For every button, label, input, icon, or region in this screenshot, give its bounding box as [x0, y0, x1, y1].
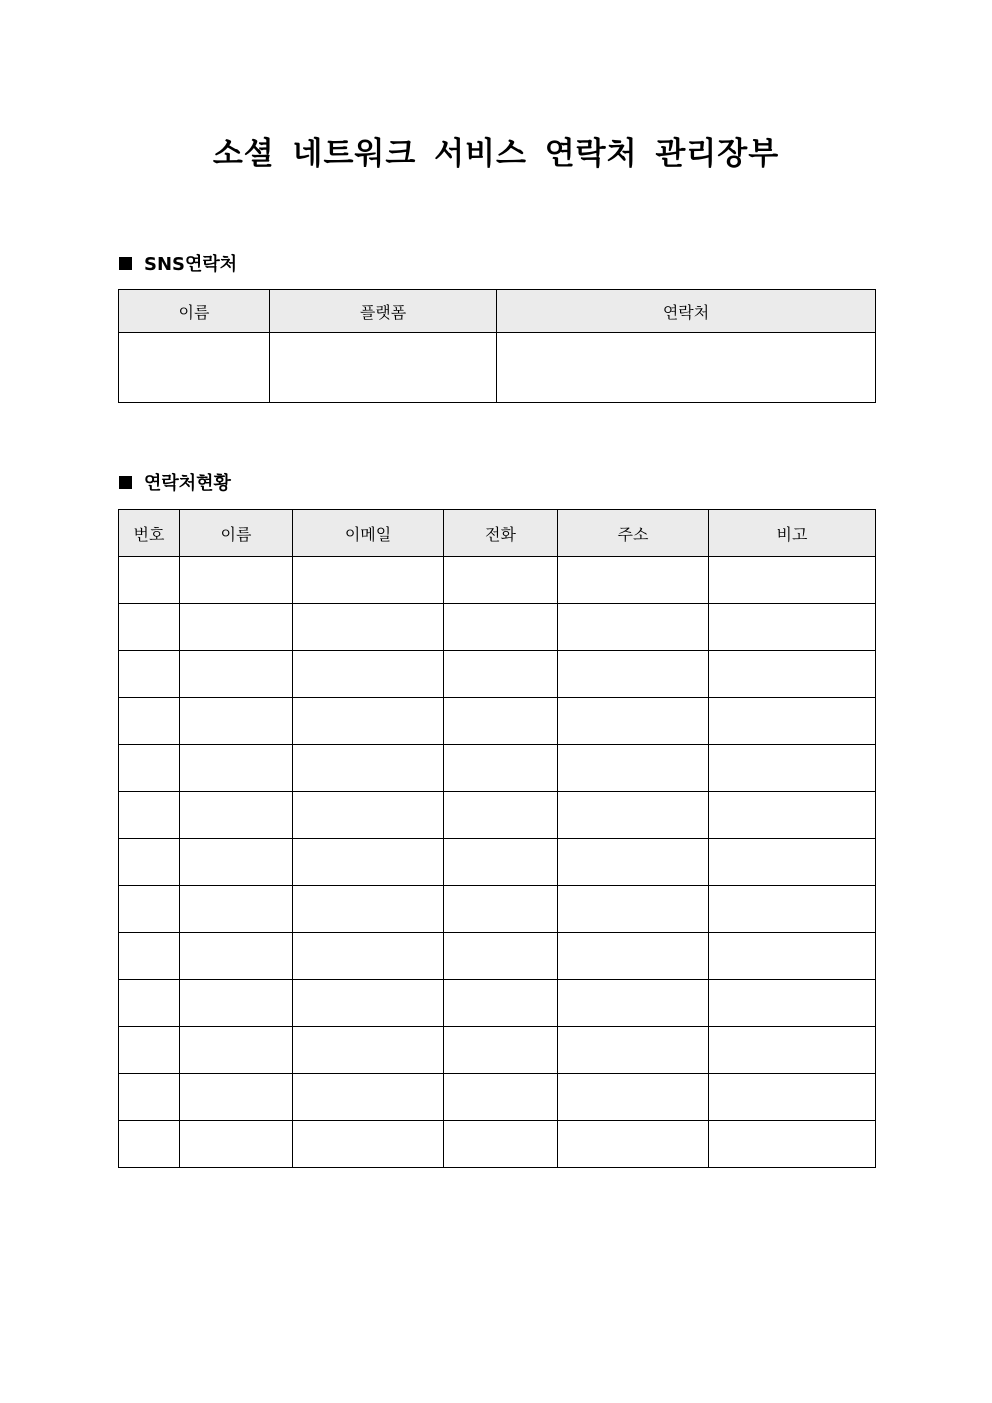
table-row — [119, 886, 876, 933]
status-cell-number[interactable] — [119, 651, 180, 698]
status-section-heading — [119, 471, 231, 497]
status-cell-number[interactable] — [119, 886, 180, 933]
status-col-name: 이름 — [180, 510, 293, 557]
status-cell-phone[interactable] — [444, 1074, 558, 1121]
status-cell-note[interactable] — [709, 745, 876, 792]
status-col-email: 이메일 — [293, 510, 444, 557]
status-cell-address[interactable] — [558, 839, 709, 886]
sns-table-header-row — [119, 290, 876, 333]
status-cell-address[interactable] — [558, 886, 709, 933]
status-cell-note[interactable] — [709, 604, 876, 651]
status-cell-address[interactable] — [558, 745, 709, 792]
table-row — [119, 1121, 876, 1168]
status-cell-note[interactable] — [709, 886, 876, 933]
status-cell-name[interactable] — [180, 745, 293, 792]
status-cell-note[interactable] — [709, 980, 876, 1027]
sns-contact-table — [118, 289, 876, 403]
status-cell-note[interactable] — [709, 1121, 876, 1168]
table-row — [119, 1027, 876, 1074]
status-cell-email[interactable] — [293, 698, 444, 745]
document-title: 소셜 네트워크 서비스 연락처 관리장부 — [212, 136, 780, 172]
status-cell-name[interactable] — [180, 604, 293, 651]
table-row — [119, 745, 876, 792]
status-cell-email[interactable] — [293, 980, 444, 1027]
status-cell-note[interactable] — [709, 839, 876, 886]
status-cell-name[interactable] — [180, 839, 293, 886]
status-cell-address[interactable] — [558, 1027, 709, 1074]
table-row — [119, 792, 876, 839]
status-table-header-row — [119, 510, 876, 557]
status-cell-note[interactable] — [709, 698, 876, 745]
table-row — [119, 1074, 876, 1121]
status-cell-number[interactable] — [119, 839, 180, 886]
status-table-body — [119, 557, 876, 1168]
status-cell-phone[interactable] — [444, 745, 558, 792]
status-cell-address[interactable] — [558, 1121, 709, 1168]
status-cell-name[interactable] — [180, 557, 293, 604]
status-cell-address[interactable] — [558, 933, 709, 980]
status-cell-number[interactable] — [119, 933, 180, 980]
status-cell-email[interactable] — [293, 604, 444, 651]
status-cell-note[interactable] — [709, 651, 876, 698]
status-cell-number[interactable] — [119, 792, 180, 839]
table-row — [119, 839, 876, 886]
status-cell-email[interactable] — [293, 745, 444, 792]
table-row — [119, 980, 876, 1027]
status-cell-phone[interactable] — [444, 1027, 558, 1074]
status-cell-number[interactable] — [119, 1027, 180, 1074]
status-cell-address[interactable] — [558, 698, 709, 745]
square-bullet-icon — [119, 257, 132, 270]
status-cell-name[interactable] — [180, 1121, 293, 1168]
status-cell-name[interactable] — [180, 1027, 293, 1074]
status-cell-note[interactable] — [709, 1027, 876, 1074]
sns-table-row — [119, 333, 876, 403]
sns-col-platform: 플랫폼 — [270, 290, 497, 333]
status-cell-address[interactable] — [558, 651, 709, 698]
status-col-number: 번호 — [119, 510, 180, 557]
status-cell-phone[interactable] — [444, 698, 558, 745]
table-row — [119, 557, 876, 604]
status-cell-note[interactable] — [709, 557, 876, 604]
status-cell-number[interactable] — [119, 745, 180, 792]
status-cell-phone[interactable] — [444, 839, 558, 886]
status-cell-email[interactable] — [293, 1121, 444, 1168]
status-cell-name[interactable] — [180, 698, 293, 745]
status-cell-note[interactable] — [709, 933, 876, 980]
status-cell-note[interactable] — [709, 1074, 876, 1121]
status-cell-number[interactable] — [119, 604, 180, 651]
sns-col-name: 이름 — [119, 290, 270, 333]
status-section-heading-text: 연락처현황 — [144, 473, 231, 494]
status-cell-address[interactable] — [558, 1074, 709, 1121]
table-row — [119, 651, 876, 698]
table-row — [119, 698, 876, 745]
contact-status-table — [118, 509, 876, 1168]
square-bullet-icon — [119, 476, 132, 489]
status-cell-email[interactable] — [293, 1074, 444, 1121]
status-cell-phone[interactable] — [444, 980, 558, 1027]
status-cell-name[interactable] — [180, 886, 293, 933]
table-row — [119, 933, 876, 980]
table-row — [119, 604, 876, 651]
status-col-note: 비고 — [709, 510, 876, 557]
sns-cell-name[interactable] — [119, 333, 270, 403]
status-cell-name[interactable] — [180, 651, 293, 698]
status-col-phone: 전화 — [444, 510, 558, 557]
status-cell-address[interactable] — [558, 792, 709, 839]
status-cell-phone[interactable] — [444, 886, 558, 933]
status-cell-email[interactable] — [293, 1027, 444, 1074]
status-cell-phone[interactable] — [444, 651, 558, 698]
status-cell-name[interactable] — [180, 792, 293, 839]
sns-section-heading — [119, 252, 237, 278]
status-cell-number[interactable] — [119, 1121, 180, 1168]
status-cell-email[interactable] — [293, 792, 444, 839]
sns-col-contact: 연락처 — [497, 290, 876, 333]
status-cell-email[interactable] — [293, 886, 444, 933]
sns-cell-platform[interactable] — [270, 333, 497, 403]
status-cell-number[interactable] — [119, 980, 180, 1027]
sns-section-heading-text: SNS연락처 — [144, 254, 238, 275]
status-cell-name[interactable] — [180, 933, 293, 980]
status-cell-phone[interactable] — [444, 792, 558, 839]
status-cell-address[interactable] — [558, 980, 709, 1027]
sns-cell-contact[interactable] — [497, 333, 876, 403]
status-cell-address[interactable] — [558, 604, 709, 651]
status-cell-number[interactable] — [119, 698, 180, 745]
status-cell-note[interactable] — [709, 792, 876, 839]
status-cell-address[interactable] — [558, 557, 709, 604]
status-col-address: 주소 — [558, 510, 709, 557]
status-cell-name[interactable] — [180, 980, 293, 1027]
status-cell-phone[interactable] — [444, 933, 558, 980]
status-cell-phone[interactable] — [444, 604, 558, 651]
status-cell-phone[interactable] — [444, 557, 558, 604]
status-cell-email[interactable] — [293, 933, 444, 980]
status-cell-number[interactable] — [119, 1074, 180, 1121]
status-cell-email[interactable] — [293, 839, 444, 886]
status-cell-email[interactable] — [293, 651, 444, 698]
status-cell-email[interactable] — [293, 557, 444, 604]
status-cell-name[interactable] — [180, 1074, 293, 1121]
status-cell-phone[interactable] — [444, 1121, 558, 1168]
status-cell-number[interactable] — [119, 557, 180, 604]
